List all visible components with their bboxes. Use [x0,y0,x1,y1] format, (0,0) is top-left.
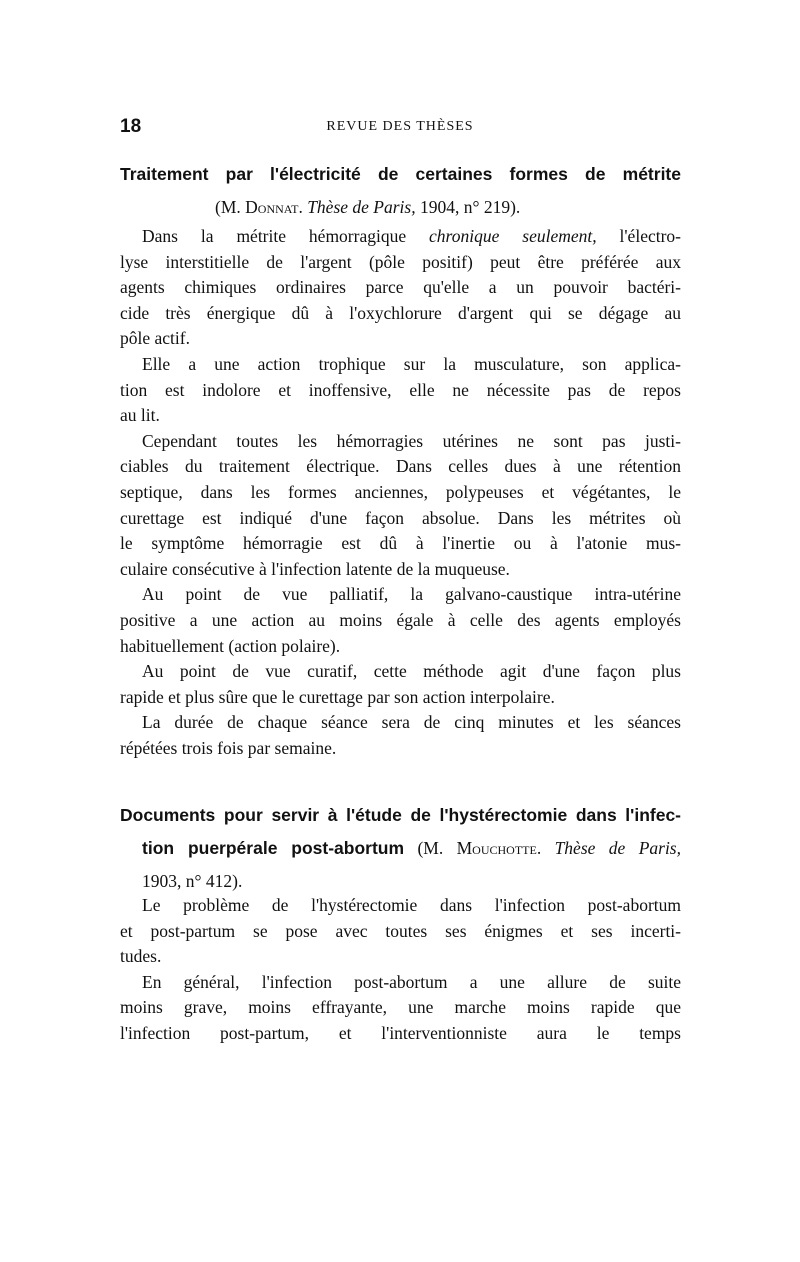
article2-title-line2 [120,832,681,865]
article1-title: Traitement par l'électricité de certaines formes de métrite [120,164,681,184]
text-line: répétées trois fois par semaine. [120,737,337,758]
text-line: habituellement (action polaire). [120,635,341,656]
text-line: moins grave, moins effrayante, une marche moins rapide que [120,997,681,1018]
running-head [120,116,680,140]
article1-citation [120,191,681,224]
paragraph [120,429,681,583]
article1-heading [120,158,681,224]
text-line: tudes. [120,946,162,967]
text-line: agents chimiques ordinaires parce qu'elle a un pouvoir bactéri- [120,277,681,298]
text-line: et post-partum se pose avec toutes ses énigmes et ses incerti- [120,920,681,941]
emphasis: chronique seulement, [429,226,597,246]
article2-citation-rest: 1903, n° 412). [142,871,243,891]
text-segment: Dans la métrite hémorragique [142,226,430,246]
text-line: ciables du traitement électrique. Dans celles dues à une rétention [120,456,681,477]
page-number: 18 [120,116,142,137]
paragraph [120,224,681,352]
paragraph [120,582,681,659]
text-line: La durée de chaque séance sera de cinq minutes et les séances [142,712,681,733]
article2-title-part: tion puerpérale post-abortum [142,838,405,858]
text-segment: l'électro- [596,226,681,246]
text-line [120,224,681,250]
text-line: au lit. [120,405,160,426]
paragraph [120,970,681,1047]
article2-heading [120,799,681,898]
paragraph [120,893,681,970]
text-line: le symptôme hémorragie est dû à l'inertie ou à l'atonie mus- [120,533,681,554]
citation-open: (M. [215,197,246,217]
article2-citation [404,838,681,858]
text-line: Le problème de l'hystérectomie dans l'infection post-abortum [142,895,681,915]
text-line: positive a une action au moins égale à celle des agents employés [120,609,681,630]
paragraph [120,659,681,710]
text-line: l'infection post-partum, et l'interventionniste aura le temps [120,1022,681,1043]
text-line: curettage est indiqué d'une façon absolue. Dans les métrites où [120,507,681,528]
text-line: cide très énergique dû à l'oxychlorure d'argent qui se dégage au [120,302,681,323]
text-line: tion est indolore et inoffensive, elle ne nécessite pas de repos [120,379,681,400]
text-line: Cependant toutes les hémorragies utérines ne sont pas justi- [142,430,681,451]
citation-rest: 1904, n° 219). [415,197,521,217]
journal-title: REVUE DES THÈSES [326,119,474,134]
citation-author: Mouchotte [456,838,537,858]
text-line: En général, l'infection post-abortum a une allure de suite [142,971,681,992]
text-line: culaire consécutive à l'infection latente de la muqueuse. [120,558,510,579]
text-line: Au point de vue curatif, cette méthode agit d'une façon plus [142,661,681,682]
article2-title-line1: Documents pour servir à l'étude de l'hystérectomie dans l'infec- [120,805,681,825]
citation-thesis: Thèse de Paris, [554,838,681,858]
text-line: Elle a une action trophique sur la musculature, son applica- [142,353,681,374]
paragraph [120,352,681,429]
citation-sep: . [298,197,308,217]
article1-body [120,224,681,761]
text-line: rapide et plus sûre que le curettage par son action interpolaire. [120,686,555,707]
text-line: lyse interstitielle de l'argent (pôle positif) peut être préférée aux [120,251,681,272]
text-line: pôle actif. [120,328,190,349]
text-line: septique, dans les formes anciennes, polypeuses et végétantes, le [120,481,681,502]
text-line: Au point de vue palliatif, la galvano-caustique intra-utérine [142,584,681,605]
article2-body [120,893,681,1047]
citation-thesis: Thèse de Paris, [307,197,416,217]
paragraph [120,710,681,761]
citation-open: (M. [404,838,457,858]
citation-author: Donnat [245,197,299,217]
citation-sep: . [536,838,555,858]
